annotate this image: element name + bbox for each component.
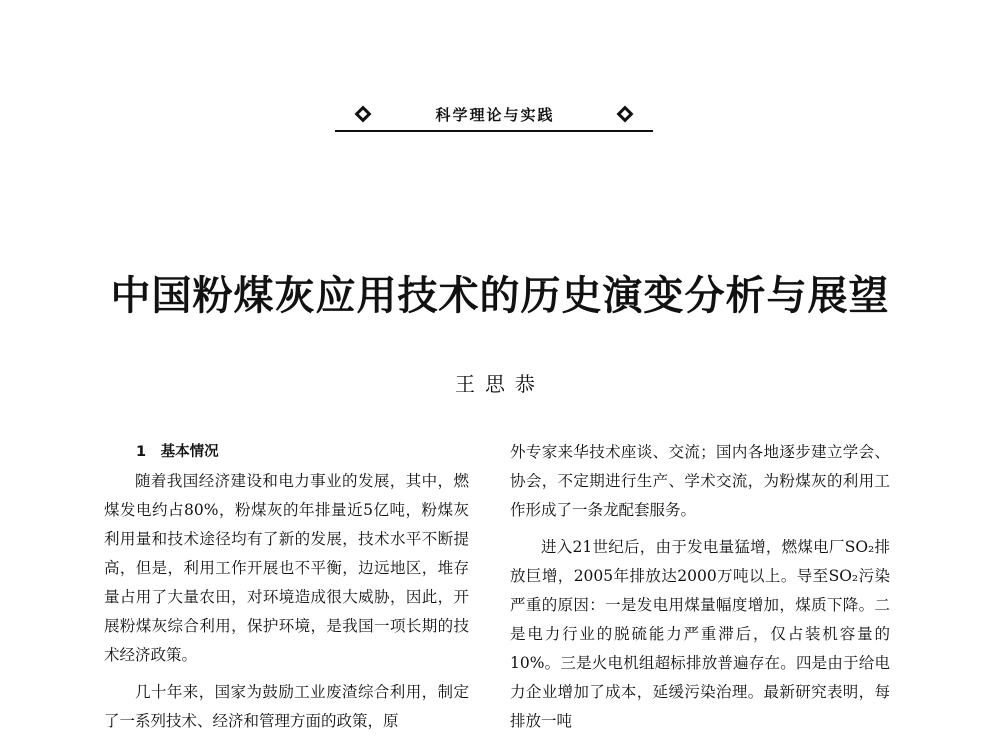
diamond-ornament-icon [355, 106, 372, 123]
diamond-ornament-icon [617, 106, 634, 123]
section-name: 科学理论与实践 [435, 106, 555, 124]
right-column [510, 438, 890, 736]
article-title: 中国粉煤灰应用技术的历史演变分析与展望 [110, 272, 890, 319]
paragraph: 进入21世纪后，由于发电量猛增，燃煤电厂SO₂排放巨增，2005年排放达2000万吨以上。导至SO₂污染严重的原因：一是发电用煤量幅度增加，煤质下降。二是电力行业的脱硫能力严重滞后，仅占装机容量的10%。三是火电机组超标排放普遍存在。四是由于给电力企业增加了成本，延缓污染治理。最新研究表明，每排放一吨 [510, 538, 890, 730]
paragraph: 几十年来，国家为鼓励工业废渣综合利用，制定了一系列技术、经济和管理方面的政策，原 [104, 683, 469, 730]
paragraph: 随着我国经济建设和电力事业的发展，其中，燃煤发电约占80%，粉煤灰的年排量近5亿吨，粉煤灰利用量和技术途径均有了新的发展，技术水平不断提高，但是，利用工作开展也不平衡，边远地区，堆存量占用了大量农田，对环境造成很大威胁，因此，开展粉煤灰综合利用，保护环境，是我国一项长期的技术经济政策。 [104, 472, 469, 664]
section-heading: 1 基本情况 [136, 444, 219, 460]
paragraph: 外专家来华技术座谈、交流；国内各地逐步建立学会、协会，不定期进行生产、学术交流，为粉煤灰的利用工作形成了一条龙配套服务。 [510, 443, 890, 519]
journal-section-header [335, 100, 653, 134]
header-rule [335, 130, 653, 132]
article-author: 王思恭 [455, 372, 545, 396]
left-column [104, 438, 469, 736]
